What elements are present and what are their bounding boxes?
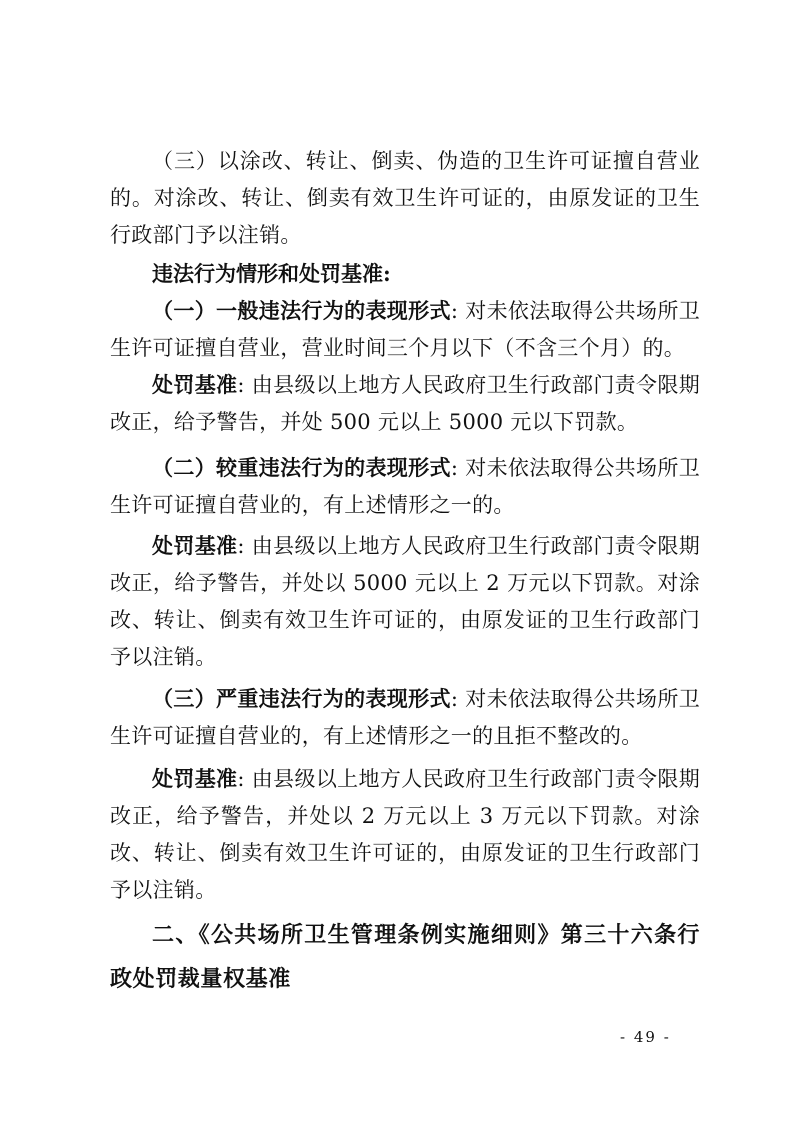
severe-penalty-text: : 由县级以上地方人民政府卫生行政部门责令限期改正，给予警告，并处以 2 万元以上 3 万元以下罚款。对涂改、转让、倒卖有效卫生许可证的，由原发证的卫生行政部门予以注销。 <box>110 767 700 902</box>
general-violation-text: : 对未依法取得公共场所卫生许可证擅自营业，营业时间三个月以下（不含三个月）的。 <box>110 299 700 360</box>
paragraph-serious-violation <box>110 449 700 524</box>
paragraph-item-three: （三）以涂改、转让、倒卖、伪造的卫生许可证擅自营业的。对涂改、转让、倒卖有效卫生许可证的，由原发证的卫生行政部门予以注销。 <box>110 149 700 247</box>
paragraph-general-penalty <box>110 366 700 441</box>
section-title: 二、《公共场所卫生管理条例实施细则》第三十六条行政处罚裁量权基准 <box>110 922 700 992</box>
severe-violation-text: : 对未依法取得公共场所卫生许可证擅自营业的，有上述情形之一的且拒不整改的。 <box>110 687 700 748</box>
severe-penalty-label: 处罚基准 <box>152 766 238 791</box>
severe-violation-label: （三）严重违法行为的表现形式 <box>152 686 451 711</box>
serious-violation-text: : 对未依法取得公共场所卫生许可证擅自营业的，有上述情形之一的。 <box>110 456 700 517</box>
serious-violation-label: （二）较重违法行为的表现形式 <box>152 455 451 480</box>
general-penalty-label: 处罚基准 <box>152 372 238 397</box>
general-penalty-text: : 由县级以上地方人民政府卫生行政部门责令限期改正，给予警告，并处 500 元以上 5000 元以下罚款。 <box>110 373 700 434</box>
page-number: - 49 - <box>620 1028 671 1046</box>
paragraph-serious-penalty <box>110 527 700 676</box>
serious-penalty-label: 处罚基准 <box>152 533 238 558</box>
paragraph-general-violation <box>110 292 700 367</box>
paragraph-severe-penalty <box>110 760 700 909</box>
paragraph-severe-violation <box>110 680 700 755</box>
section-heading: 违法行为情形和处罚基准: <box>152 261 391 286</box>
serious-penalty-text: : 由县级以上地方人民政府卫生行政部门责令限期改正，给予警告，并处以 5000 元以上 2 万元以下罚款。对涂改、转让、倒卖有效卫生许可证的，由原发证的卫生行政部门予以注销。 <box>110 534 700 669</box>
general-violation-label: （一）一般违法行为的表现形式 <box>152 298 451 323</box>
